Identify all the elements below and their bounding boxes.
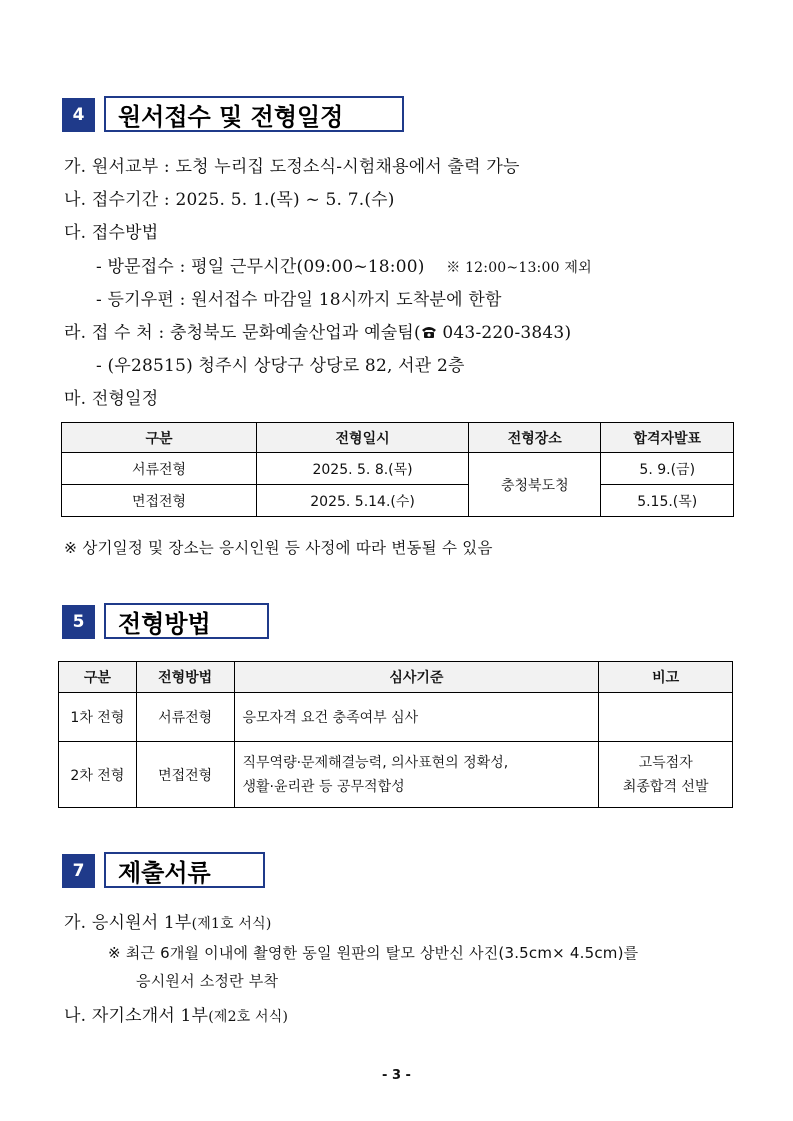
note-line: 최종합격 선발 xyxy=(622,778,709,795)
item-ra-text: 라. 접 수 처 : 충청북도 문화예술산업과 예술팀( xyxy=(64,323,421,343)
schedule-note: ※ 상기일정 및 장소는 응시인원 등 사정에 따라 변동될 수 있음 xyxy=(64,539,493,557)
header-cell: 심사기준 xyxy=(234,662,599,693)
phone-number: 043-220-3843) xyxy=(436,323,572,343)
visit-receipt-note: ※ 12:00~13:00 제외 xyxy=(446,260,592,276)
section-number: 7 xyxy=(62,854,95,888)
phone-icon xyxy=(421,325,437,339)
section-7-header xyxy=(62,852,265,890)
table-cell: 서류전형 xyxy=(62,453,257,485)
item-ma: 마. 전형일정 xyxy=(64,389,159,409)
table-cell: 응모자격 요건 충족여부 심사 xyxy=(234,693,599,742)
criteria-line: 생활·윤리관 등 공무적합성 xyxy=(242,778,405,795)
header-cell: 전형일시 xyxy=(257,423,469,453)
doc-item-na-text: 나. 자기소개서 1부 xyxy=(64,1006,209,1026)
section-title: 제출서류 xyxy=(104,852,265,888)
table-cell xyxy=(234,742,599,808)
address: - (우28515) 청주시 상당구 상당로 82, 서관 2층 xyxy=(96,356,465,376)
page-number: - 3 - xyxy=(382,1068,411,1083)
item-ga: 가. 원서교부 : 도청 누리집 도정소식-시험채용에서 출력 가능 xyxy=(64,157,520,177)
table-row xyxy=(59,693,733,742)
item-da: 다. 접수방법 xyxy=(64,223,159,243)
header-cell: 비고 xyxy=(599,662,733,693)
doc-item-ga-text: 가. 응시원서 1부 xyxy=(64,913,192,933)
mail-receipt: - 등기우편 : 원서접수 마감일 18시까지 도착분에 한함 xyxy=(96,290,502,310)
method-table xyxy=(58,661,733,808)
header-cell: 구분 xyxy=(59,662,137,693)
criteria-line: 직무역량·문제해결능력, 의사표현의 정확성, xyxy=(242,754,509,771)
item-na: 나. 접수기간 : 2025. 5. 1.(목) ~ 5. 7.(수) xyxy=(64,190,395,210)
photo-note-2: 응시원서 소정란 부착 xyxy=(136,972,279,990)
table-row xyxy=(62,485,734,517)
header-cell: 합격자발표 xyxy=(601,423,734,453)
table-cell: 5.15.(목) xyxy=(601,485,734,517)
note-line: 고득점자 xyxy=(638,754,693,771)
header-cell: 구분 xyxy=(62,423,257,453)
section-number: 4 xyxy=(62,98,95,132)
header-cell: 전형방법 xyxy=(136,662,234,693)
visit-receipt xyxy=(96,252,592,277)
table-cell: 2025. 5. 8.(목) xyxy=(257,453,469,485)
section-4-header xyxy=(62,96,404,134)
table-cell: 면접전형 xyxy=(136,742,234,808)
table-row xyxy=(59,742,733,808)
table-cell: 면접전형 xyxy=(62,485,257,517)
section-number: 5 xyxy=(62,605,95,639)
table-cell xyxy=(599,742,733,808)
photo-note-1: ※ 최근 6개월 이내에 촬영한 동일 원판의 탈모 상반신 사진(3.5cm× 4.5cm)를 xyxy=(108,944,639,962)
doc-item-ga-form: (제1호 서식) xyxy=(191,916,272,932)
table-cell: 2차 전형 xyxy=(59,742,137,808)
doc-item-na-form: (제2호 서식) xyxy=(208,1009,289,1025)
table-cell: 서류전형 xyxy=(136,693,234,742)
schedule-table xyxy=(61,422,734,517)
section-5-header xyxy=(62,603,269,641)
table-cell: 2025. 5.14.(수) xyxy=(257,485,469,517)
table-cell: 1차 전형 xyxy=(59,693,137,742)
item-ra xyxy=(64,318,571,343)
table-cell: 5. 9.(금) xyxy=(601,453,734,485)
section-title: 원서접수 및 전형일정 xyxy=(104,96,404,132)
visit-receipt-text: - 방문접수 : 평일 근무시간(09:00~18:00) xyxy=(96,257,425,277)
table-cell-place: 충청북도청 xyxy=(469,453,601,517)
doc-item-na xyxy=(64,1001,288,1026)
table-row xyxy=(62,453,734,485)
table-cell xyxy=(599,693,733,742)
doc-item-ga xyxy=(64,908,272,933)
section-title: 전형방법 xyxy=(104,603,269,639)
header-cell: 전형장소 xyxy=(469,423,601,453)
